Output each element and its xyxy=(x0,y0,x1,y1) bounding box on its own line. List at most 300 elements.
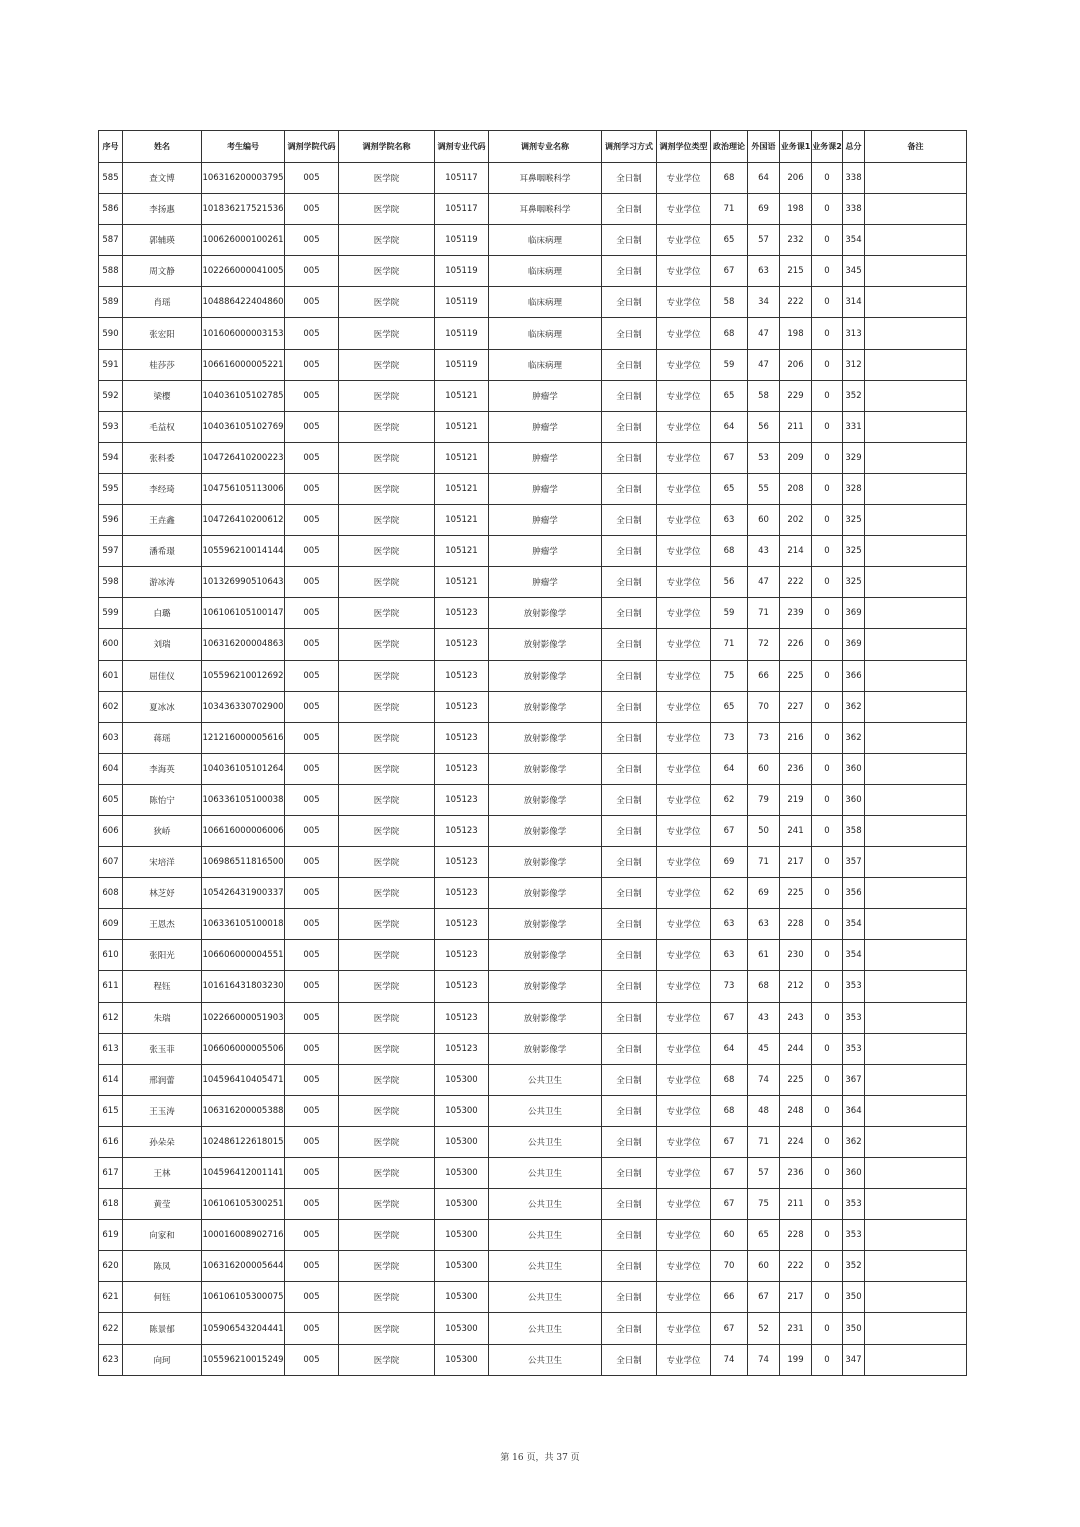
cell-total: 362 xyxy=(843,1126,865,1157)
cell-course-1: 217 xyxy=(780,1282,812,1313)
cell-exam-id: 106336105100038 xyxy=(202,784,285,815)
cell-major-name: 放射影像学 xyxy=(489,878,602,909)
cell-foreign-language: 58 xyxy=(748,380,780,411)
cell-study-mode: 全日制 xyxy=(602,815,657,846)
cell-major-code: 105300 xyxy=(435,1126,489,1157)
cell-remarks xyxy=(865,1313,967,1344)
cell-remarks xyxy=(865,1126,967,1157)
cell-college-code: 005 xyxy=(285,505,339,536)
cell-name: 王垚鑫 xyxy=(123,505,202,536)
cell-major-code: 105121 xyxy=(435,536,489,567)
cell-degree-type: 专业学位 xyxy=(657,784,711,815)
header-foreign-language: 外国语 xyxy=(748,131,780,163)
cell-course-1: 198 xyxy=(780,318,812,349)
cell-name: 蒋瑶 xyxy=(123,722,202,753)
table-row xyxy=(99,598,967,629)
table-row xyxy=(99,1189,967,1220)
cell-foreign-language: 67 xyxy=(748,1282,780,1313)
cell-foreign-language: 48 xyxy=(748,1095,780,1126)
table-row xyxy=(99,318,967,349)
cell-major-code: 105119 xyxy=(435,318,489,349)
cell-politics: 59 xyxy=(711,598,748,629)
cell-course-1: 231 xyxy=(780,1313,812,1344)
cell-serial: 606 xyxy=(99,815,123,846)
cell-politics: 67 xyxy=(711,442,748,473)
cell-course-2: 0 xyxy=(812,380,843,411)
cell-study-mode: 全日制 xyxy=(602,1220,657,1251)
admission-table xyxy=(98,130,967,1376)
cell-college-name: 医学院 xyxy=(339,1344,435,1375)
cell-total: 362 xyxy=(843,691,865,722)
cell-major-name: 放射影像学 xyxy=(489,691,602,722)
cell-course-2: 0 xyxy=(812,411,843,442)
cell-politics: 65 xyxy=(711,473,748,504)
cell-degree-type: 专业学位 xyxy=(657,940,711,971)
table-row xyxy=(99,473,967,504)
cell-college-code: 005 xyxy=(285,1158,339,1189)
cell-course-2: 0 xyxy=(812,349,843,380)
cell-remarks xyxy=(865,473,967,504)
cell-major-code: 105117 xyxy=(435,163,489,194)
cell-study-mode: 全日制 xyxy=(602,878,657,909)
cell-major-name: 肿瘤学 xyxy=(489,536,602,567)
table-row xyxy=(99,784,967,815)
cell-major-name: 公共卫生 xyxy=(489,1251,602,1282)
cell-name: 何钰 xyxy=(123,1282,202,1313)
table-row xyxy=(99,971,967,1002)
cell-politics: 67 xyxy=(711,1002,748,1033)
cell-course-1: 222 xyxy=(780,1251,812,1282)
cell-college-code: 005 xyxy=(285,1033,339,1064)
cell-remarks xyxy=(865,225,967,256)
cell-remarks xyxy=(865,971,967,1002)
cell-serial: 587 xyxy=(99,225,123,256)
cell-politics: 74 xyxy=(711,1344,748,1375)
cell-major-name: 放射影像学 xyxy=(489,1033,602,1064)
cell-study-mode: 全日制 xyxy=(602,660,657,691)
cell-major-name: 临床病理 xyxy=(489,225,602,256)
cell-major-name: 肿瘤学 xyxy=(489,411,602,442)
cell-exam-id: 104726410200223 xyxy=(202,442,285,473)
cell-college-code: 005 xyxy=(285,909,339,940)
cell-course-1: 248 xyxy=(780,1095,812,1126)
cell-course-2: 0 xyxy=(812,629,843,660)
cell-college-name: 医学院 xyxy=(339,287,435,318)
table-row xyxy=(99,225,967,256)
cell-name: 黄莹 xyxy=(123,1189,202,1220)
cell-exam-id: 106316200005644 xyxy=(202,1251,285,1282)
cell-college-code: 005 xyxy=(285,815,339,846)
cell-course-1: 212 xyxy=(780,971,812,1002)
cell-serial: 598 xyxy=(99,567,123,598)
cell-serial: 602 xyxy=(99,691,123,722)
cell-total: 353 xyxy=(843,1189,865,1220)
cell-study-mode: 全日制 xyxy=(602,1344,657,1375)
cell-serial: 594 xyxy=(99,442,123,473)
cell-course-1: 239 xyxy=(780,598,812,629)
cell-course-1: 228 xyxy=(780,909,812,940)
cell-degree-type: 专业学位 xyxy=(657,411,711,442)
cell-name: 桂莎莎 xyxy=(123,349,202,380)
cell-exam-id: 102266000051903 xyxy=(202,1002,285,1033)
cell-major-code: 105121 xyxy=(435,380,489,411)
cell-remarks xyxy=(865,1002,967,1033)
cell-remarks xyxy=(865,1189,967,1220)
cell-name: 林芝妤 xyxy=(123,878,202,909)
cell-degree-type: 专业学位 xyxy=(657,691,711,722)
cell-remarks xyxy=(865,1282,967,1313)
cell-college-code: 005 xyxy=(285,878,339,909)
cell-total: 353 xyxy=(843,1220,865,1251)
cell-major-name: 放射影像学 xyxy=(489,847,602,878)
cell-course-2: 0 xyxy=(812,1344,843,1375)
cell-exam-id: 106606000004551 xyxy=(202,940,285,971)
cell-major-code: 105123 xyxy=(435,629,489,660)
cell-foreign-language: 64 xyxy=(748,163,780,194)
cell-degree-type: 专业学位 xyxy=(657,1220,711,1251)
cell-major-code: 105123 xyxy=(435,722,489,753)
table-row xyxy=(99,567,967,598)
cell-exam-id: 105906543204441 xyxy=(202,1313,285,1344)
cell-name: 夏冰冰 xyxy=(123,691,202,722)
cell-name: 肖瑶 xyxy=(123,287,202,318)
cell-major-code: 105121 xyxy=(435,505,489,536)
cell-total: 328 xyxy=(843,473,865,504)
cell-exam-id: 106336105100018 xyxy=(202,909,285,940)
cell-college-code: 005 xyxy=(285,660,339,691)
cell-major-name: 临床病理 xyxy=(489,349,602,380)
cell-politics: 63 xyxy=(711,909,748,940)
page-footer: 第 16 页，共 37 页 xyxy=(500,1453,580,1463)
cell-total: 325 xyxy=(843,536,865,567)
table-row xyxy=(99,1344,967,1375)
cell-course-2: 0 xyxy=(812,318,843,349)
cell-serial: 595 xyxy=(99,473,123,504)
cell-serial: 617 xyxy=(99,1158,123,1189)
cell-name: 张科委 xyxy=(123,442,202,473)
cell-course-1: 232 xyxy=(780,225,812,256)
cell-foreign-language: 71 xyxy=(748,1126,780,1157)
cell-college-code: 005 xyxy=(285,411,339,442)
cell-major-name: 肿瘤学 xyxy=(489,380,602,411)
cell-major-code: 105300 xyxy=(435,1064,489,1095)
cell-college-name: 医学院 xyxy=(339,909,435,940)
cell-study-mode: 全日制 xyxy=(602,1064,657,1095)
cell-study-mode: 全日制 xyxy=(602,567,657,598)
cell-course-2: 0 xyxy=(812,1189,843,1220)
cell-college-code: 005 xyxy=(285,225,339,256)
table-row xyxy=(99,442,967,473)
cell-politics: 63 xyxy=(711,505,748,536)
cell-course-2: 0 xyxy=(812,815,843,846)
cell-course-1: 199 xyxy=(780,1344,812,1375)
cell-course-2: 0 xyxy=(812,847,843,878)
cell-study-mode: 全日制 xyxy=(602,940,657,971)
cell-course-1: 222 xyxy=(780,567,812,598)
table-row xyxy=(99,1002,967,1033)
cell-college-name: 医学院 xyxy=(339,505,435,536)
cell-serial: 590 xyxy=(99,318,123,349)
cell-exam-id: 104596410405471 xyxy=(202,1064,285,1095)
cell-total: 366 xyxy=(843,660,865,691)
header-study-mode: 调剂学习方式 xyxy=(602,131,657,163)
cell-politics: 58 xyxy=(711,287,748,318)
cell-major-code: 105123 xyxy=(435,753,489,784)
cell-course-2: 0 xyxy=(812,163,843,194)
cell-study-mode: 全日制 xyxy=(602,473,657,504)
cell-study-mode: 全日制 xyxy=(602,411,657,442)
cell-exam-id: 106106105300075 xyxy=(202,1282,285,1313)
cell-major-code: 105117 xyxy=(435,194,489,225)
cell-serial: 619 xyxy=(99,1220,123,1251)
header-college-name: 调剂学院名称 xyxy=(339,131,435,163)
cell-college-name: 医学院 xyxy=(339,691,435,722)
cell-name: 程钰 xyxy=(123,971,202,1002)
cell-major-code: 105123 xyxy=(435,878,489,909)
cell-degree-type: 专业学位 xyxy=(657,287,711,318)
cell-remarks xyxy=(865,411,967,442)
table-row xyxy=(99,1033,967,1064)
cell-degree-type: 专业学位 xyxy=(657,1064,711,1095)
cell-name: 郭辅瑛 xyxy=(123,225,202,256)
cell-serial: 622 xyxy=(99,1313,123,1344)
cell-major-name: 公共卫生 xyxy=(489,1313,602,1344)
cell-total: 360 xyxy=(843,784,865,815)
cell-serial: 618 xyxy=(99,1189,123,1220)
cell-remarks xyxy=(865,505,967,536)
cell-name: 梁樱 xyxy=(123,380,202,411)
cell-degree-type: 专业学位 xyxy=(657,567,711,598)
header-exam-id: 考生编号 xyxy=(202,131,285,163)
cell-total: 369 xyxy=(843,598,865,629)
cell-foreign-language: 71 xyxy=(748,598,780,629)
cell-total: 331 xyxy=(843,411,865,442)
cell-major-code: 105300 xyxy=(435,1158,489,1189)
cell-exam-id: 101616431803230 xyxy=(202,971,285,1002)
cell-course-2: 0 xyxy=(812,1282,843,1313)
cell-course-1: 206 xyxy=(780,163,812,194)
cell-total: 360 xyxy=(843,1158,865,1189)
cell-college-name: 医学院 xyxy=(339,753,435,784)
cell-foreign-language: 50 xyxy=(748,815,780,846)
table-row xyxy=(99,691,967,722)
cell-major-code: 105123 xyxy=(435,1002,489,1033)
cell-name: 张阳光 xyxy=(123,940,202,971)
cell-foreign-language: 56 xyxy=(748,411,780,442)
cell-college-code: 005 xyxy=(285,753,339,784)
cell-serial: 607 xyxy=(99,847,123,878)
cell-remarks xyxy=(865,567,967,598)
cell-name: 王恩杰 xyxy=(123,909,202,940)
cell-college-name: 医学院 xyxy=(339,1313,435,1344)
cell-foreign-language: 69 xyxy=(748,194,780,225)
cell-major-code: 105119 xyxy=(435,287,489,318)
cell-degree-type: 专业学位 xyxy=(657,815,711,846)
cell-college-name: 医学院 xyxy=(339,971,435,1002)
header-course-1: 业务课1 xyxy=(780,131,812,163)
cell-major-name: 肿瘤学 xyxy=(489,505,602,536)
cell-course-1: 227 xyxy=(780,691,812,722)
header-major-code: 调剂专业代码 xyxy=(435,131,489,163)
cell-study-mode: 全日制 xyxy=(602,1095,657,1126)
cell-politics: 67 xyxy=(711,256,748,287)
cell-politics: 64 xyxy=(711,411,748,442)
cell-study-mode: 全日制 xyxy=(602,287,657,318)
cell-serial: 614 xyxy=(99,1064,123,1095)
cell-remarks xyxy=(865,909,967,940)
cell-course-1: 208 xyxy=(780,473,812,504)
cell-major-name: 公共卫生 xyxy=(489,1126,602,1157)
cell-remarks xyxy=(865,1251,967,1282)
cell-course-2: 0 xyxy=(812,505,843,536)
cell-college-name: 医学院 xyxy=(339,256,435,287)
cell-name: 白璐 xyxy=(123,598,202,629)
cell-politics: 62 xyxy=(711,878,748,909)
cell-name: 孙朵朵 xyxy=(123,1126,202,1157)
table-row xyxy=(99,722,967,753)
cell-course-2: 0 xyxy=(812,442,843,473)
cell-major-code: 105300 xyxy=(435,1189,489,1220)
cell-study-mode: 全日制 xyxy=(602,691,657,722)
cell-degree-type: 专业学位 xyxy=(657,1189,711,1220)
cell-exam-id: 101606000003153 xyxy=(202,318,285,349)
cell-exam-id: 104756105113006 xyxy=(202,473,285,504)
cell-remarks xyxy=(865,598,967,629)
cell-degree-type: 专业学位 xyxy=(657,1095,711,1126)
cell-college-code: 005 xyxy=(285,1002,339,1033)
cell-foreign-language: 71 xyxy=(748,847,780,878)
cell-degree-type: 专业学位 xyxy=(657,971,711,1002)
cell-name: 陈凤 xyxy=(123,1251,202,1282)
cell-college-name: 医学院 xyxy=(339,473,435,504)
cell-remarks xyxy=(865,349,967,380)
cell-major-name: 耳鼻咽喉科学 xyxy=(489,194,602,225)
cell-total: 353 xyxy=(843,1002,865,1033)
cell-study-mode: 全日制 xyxy=(602,505,657,536)
cell-foreign-language: 55 xyxy=(748,473,780,504)
cell-remarks xyxy=(865,380,967,411)
cell-exam-id: 102266000041005 xyxy=(202,256,285,287)
table-row xyxy=(99,194,967,225)
cell-serial: 585 xyxy=(99,163,123,194)
cell-exam-id: 106106105300251 xyxy=(202,1189,285,1220)
cell-major-code: 105121 xyxy=(435,473,489,504)
cell-name: 毛益权 xyxy=(123,411,202,442)
cell-foreign-language: 47 xyxy=(748,567,780,598)
cell-major-name: 放射影像学 xyxy=(489,722,602,753)
cell-course-2: 0 xyxy=(812,722,843,753)
cell-name: 潘希璟 xyxy=(123,536,202,567)
cell-serial: 605 xyxy=(99,784,123,815)
header-name: 姓名 xyxy=(123,131,202,163)
cell-politics: 59 xyxy=(711,349,748,380)
cell-major-code: 105119 xyxy=(435,349,489,380)
cell-politics: 68 xyxy=(711,1064,748,1095)
cell-name: 狄峤 xyxy=(123,815,202,846)
cell-college-name: 医学院 xyxy=(339,847,435,878)
cell-politics: 75 xyxy=(711,660,748,691)
cell-politics: 56 xyxy=(711,567,748,598)
cell-total: 353 xyxy=(843,1033,865,1064)
cell-major-code: 105300 xyxy=(435,1095,489,1126)
cell-total: 350 xyxy=(843,1282,865,1313)
cell-college-name: 医学院 xyxy=(339,660,435,691)
cell-major-name: 放射影像学 xyxy=(489,629,602,660)
cell-college-code: 005 xyxy=(285,691,339,722)
cell-major-name: 公共卫生 xyxy=(489,1189,602,1220)
cell-degree-type: 专业学位 xyxy=(657,349,711,380)
table-row xyxy=(99,1158,967,1189)
cell-remarks xyxy=(865,1064,967,1095)
cell-exam-id: 106316200003795 xyxy=(202,163,285,194)
cell-course-1: 211 xyxy=(780,411,812,442)
cell-college-code: 005 xyxy=(285,847,339,878)
cell-college-name: 医学院 xyxy=(339,442,435,473)
cell-politics: 70 xyxy=(711,1251,748,1282)
cell-study-mode: 全日制 xyxy=(602,256,657,287)
cell-major-code: 105123 xyxy=(435,971,489,1002)
cell-politics: 73 xyxy=(711,971,748,1002)
cell-college-name: 医学院 xyxy=(339,1126,435,1157)
cell-major-code: 105121 xyxy=(435,442,489,473)
cell-exam-id: 101836217521536 xyxy=(202,194,285,225)
header-college-code: 调剂学院代码 xyxy=(285,131,339,163)
cell-name: 查文博 xyxy=(123,163,202,194)
cell-exam-id: 106616000006006 xyxy=(202,815,285,846)
cell-major-name: 放射影像学 xyxy=(489,598,602,629)
cell-college-code: 005 xyxy=(285,784,339,815)
table-row xyxy=(99,1220,967,1251)
cell-exam-id: 104036105102769 xyxy=(202,411,285,442)
cell-course-2: 0 xyxy=(812,1064,843,1095)
cell-serial: 616 xyxy=(99,1126,123,1157)
cell-college-code: 005 xyxy=(285,318,339,349)
cell-course-1: 225 xyxy=(780,660,812,691)
cell-major-name: 肿瘤学 xyxy=(489,442,602,473)
cell-college-code: 005 xyxy=(285,256,339,287)
cell-college-name: 医学院 xyxy=(339,1064,435,1095)
cell-college-name: 医学院 xyxy=(339,1095,435,1126)
cell-major-name: 公共卫生 xyxy=(489,1282,602,1313)
cell-degree-type: 专业学位 xyxy=(657,1251,711,1282)
table-row xyxy=(99,629,967,660)
cell-exam-id: 105596210015249 xyxy=(202,1344,285,1375)
cell-study-mode: 全日制 xyxy=(602,536,657,567)
cell-remarks xyxy=(865,287,967,318)
cell-serial: 608 xyxy=(99,878,123,909)
cell-course-2: 0 xyxy=(812,1095,843,1126)
cell-total: 338 xyxy=(843,194,865,225)
cell-exam-id: 106316200005388 xyxy=(202,1095,285,1126)
cell-exam-id: 106316200004863 xyxy=(202,629,285,660)
cell-course-1: 236 xyxy=(780,1158,812,1189)
header-politics: 政治理论 xyxy=(711,131,748,163)
cell-serial: 620 xyxy=(99,1251,123,1282)
cell-major-code: 105121 xyxy=(435,567,489,598)
cell-serial: 593 xyxy=(99,411,123,442)
cell-study-mode: 全日制 xyxy=(602,1282,657,1313)
cell-course-2: 0 xyxy=(812,598,843,629)
cell-course-2: 0 xyxy=(812,194,843,225)
cell-course-1: 198 xyxy=(780,194,812,225)
cell-exam-id: 121216000005616 xyxy=(202,722,285,753)
cell-major-name: 放射影像学 xyxy=(489,815,602,846)
cell-politics: 67 xyxy=(711,1126,748,1157)
cell-study-mode: 全日制 xyxy=(602,380,657,411)
cell-major-name: 临床病理 xyxy=(489,256,602,287)
table-row xyxy=(99,909,967,940)
cell-major-code: 105123 xyxy=(435,598,489,629)
